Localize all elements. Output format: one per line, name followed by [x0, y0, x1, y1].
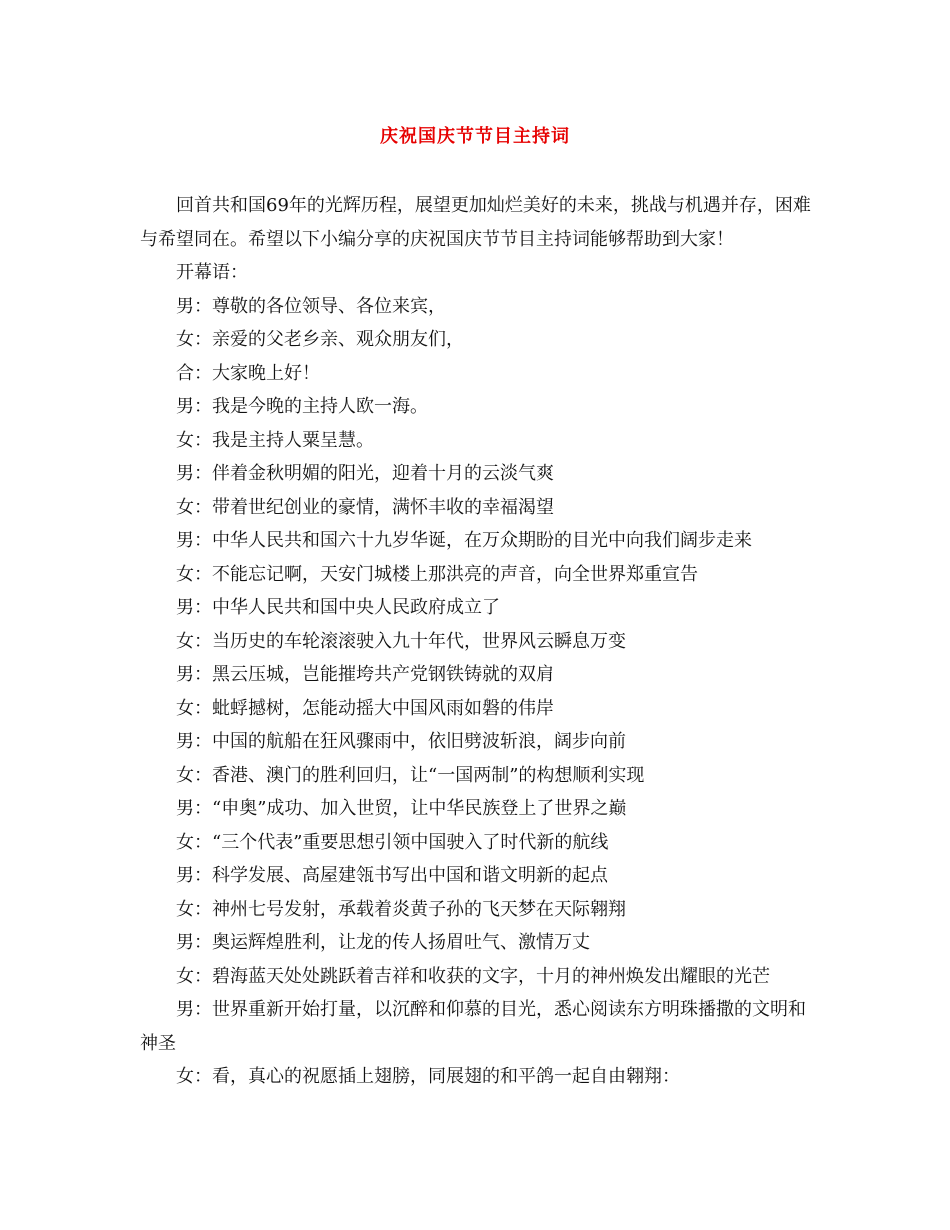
dialogue-line: 女：神州七号发射，承载着炎黄子孙的飞天梦在天际翱翔: [176, 898, 626, 920]
dialogue-line: 男：世界重新开始打量，以沉醉和仰慕的目光，悉心阅读东方明珠播撒的文明和神圣: [140, 999, 806, 1054]
dialogue-line: 男：尊敬的各位领导、各位来宾，: [176, 295, 446, 317]
document-title: 庆祝国庆节节目主持词: [380, 126, 570, 147]
dialogue-line: 男：“申奥”成功、加入世贸，让中华民族登上了世界之巅: [176, 798, 627, 819]
dialogue-line: 男：中国的航船在狂风骤雨中，依旧劈波斩浪，阔步向前: [176, 731, 626, 752]
dialogue-line: 合：大家晚上好！: [176, 362, 320, 384]
dialogue-line: 女：我是主持人粟呈慧。: [176, 429, 374, 451]
section-heading-opening: 开幕语：: [176, 262, 248, 283]
dialogue-line: 女：亲爱的父老乡亲、观众朋友们，: [176, 329, 464, 350]
dialogue-line: 女：不能忘记啊，天安门城楼上那洪亮的声音，向全世界郑重宣告: [176, 563, 698, 585]
dialogue-line: 男：中华人民共和国六十九岁华诞，在万众期盼的目光中向我们阔步走来: [176, 530, 752, 551]
dialogue-line: 男：奥运辉煌胜利，让龙的传人扬眉吐气、激情万丈: [176, 932, 590, 953]
dialogue-line: 男：我是今晚的主持人欧一海。: [176, 396, 428, 417]
dialogue-line: 女：香港、澳门的胜利回归，让“一国两制”的构想顺利实现: [176, 764, 645, 786]
dialogue-line: 男：科学发展、高屋建瓴书写出中国和谐文明新的起点: [176, 865, 608, 886]
dialogue-line: 男：黑云压城，岂能摧垮共产党钢铁铸就的双肩: [176, 664, 554, 685]
dialogue-line: 女：蚍蜉撼树，怎能动摇大中国风雨如磐的伟岸: [176, 697, 554, 719]
dialogue-line: 女：当历史的车轮滚滚驶入九十年代，世界风云瞬息万变: [176, 630, 626, 652]
dialogue-line: 女：“三个代表”重要思想引领中国驶入了时代新的航线: [176, 831, 609, 853]
dialogue-line: 男：中华人民共和国中央人民政府成立了: [176, 597, 500, 618]
intro-paragraph: 回首共和国69年的光辉历程，展望更加灿烂美好的未来，挑战与机遇并存，困难与希望同在。希望以下小编分享的庆祝国庆节节目主持词能够帮助到大家！: [140, 195, 811, 250]
dialogue-line: 女：碧海蓝天处处跳跃着吉祥和收获的文字，十月的神州焕发出耀眼的光芒: [176, 965, 770, 987]
dialogue-line: 女：带着世纪创业的豪情，满怀丰收的幸福渴望: [176, 496, 554, 518]
dialogue-line: 男：伴着金秋明媚的阳光，迎着十月的云淡气爽: [176, 463, 554, 484]
document-body: [140, 189, 820, 1094]
dialogue-line: 女：看，真心的祝愿插上翅膀，同展翅的和平鸽一起自由翱翔：: [176, 1066, 680, 1087]
